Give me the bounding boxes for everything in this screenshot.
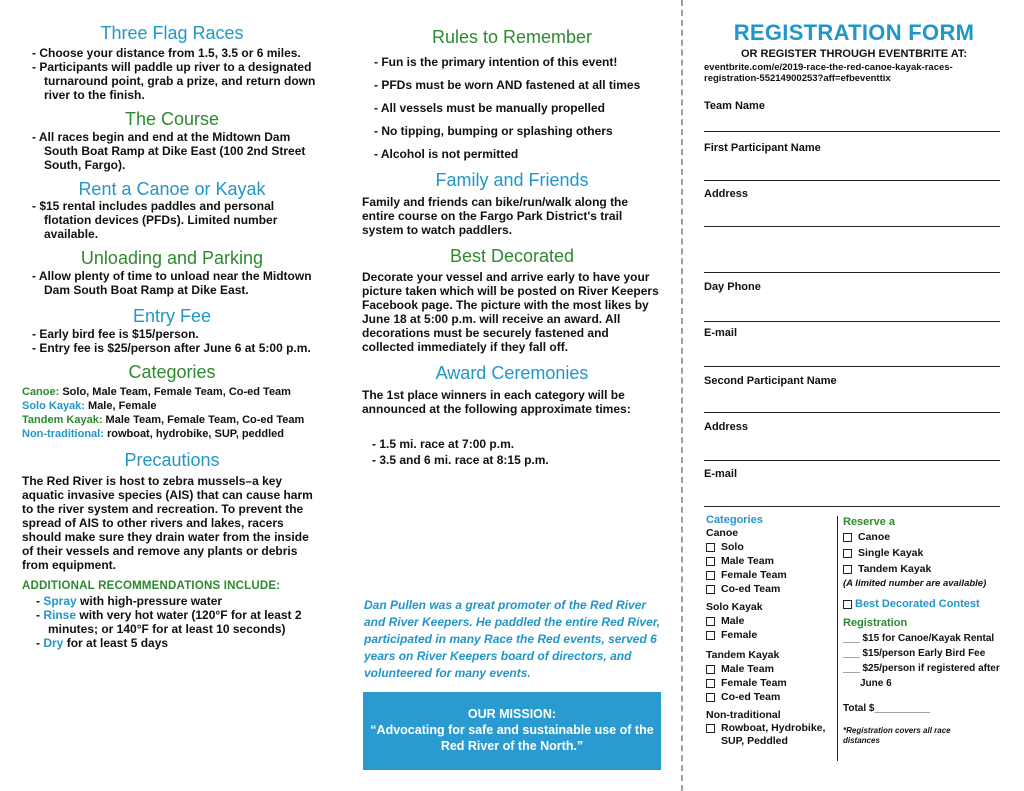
categories-list <box>22 385 322 441</box>
awards-heading: Award Ceremonies <box>435 363 589 384</box>
precautions-body: The Red River is host to zebra mussels–a key aquatic invasive species (AIS) that can cause harm to the river system and recreation. To prevent the spread of AIS to other rivers and lakes, racers should make sure they drain water from the inside of their vessels and remove any plants or debris from equipment. <box>22 473 313 572</box>
form-subtitle: OR REGISTER THROUGH EVENTBRITE AT: <box>740 48 968 60</box>
recommendations-list <box>22 594 322 650</box>
form-title: REGISTRATION FORM <box>733 20 975 45</box>
awards-body: The 1st place winners in each category will be announced at the following approximate times: <box>362 388 631 417</box>
registration-heading: Registration <box>843 617 908 629</box>
rent-list <box>22 199 322 241</box>
checkbox-solo-kayak-male[interactable]: Male <box>706 614 834 628</box>
address-line-2 <box>704 460 1000 461</box>
list-item: - 1.5 mi. race at 7:00 p.m. <box>372 437 515 452</box>
team-name-field[interactable]: Team Name <box>704 100 765 112</box>
category-line: Tandem Kayak: Male Team, Female Team, Co-ed Team <box>22 413 305 426</box>
list-item: - Early bird fee is $15/person. <box>32 326 199 341</box>
email-line-2 <box>704 506 1000 507</box>
option-rental-fee[interactable]: ___ $15 for Canoe/Kayak Rental <box>843 633 995 644</box>
decorated-body: Decorate your vessel and arrive early to have your picture taken which will be posted on River Keepers Facebook page. The picture with the most likes by June 18 at 5:00 p.m. will receive an award. All decorations must be securely fastened and collected immediately if they fall off. <box>362 270 659 355</box>
three-flag-heading: Three Flag Races <box>100 23 244 43</box>
day-phone-line <box>704 321 1000 322</box>
email-field-1[interactable]: E-mail <box>704 327 738 339</box>
checkbox-best-decorated[interactable]: Best Decorated Contest <box>843 597 1003 611</box>
family-body: Family and friends can bike/run/walk along the entire course on the Fargo Park District's trail system to watch paddlers. <box>362 194 629 237</box>
eventbrite-link[interactable]: eventbrite.com/e/2019-race-the-red-canoe-kayak-races-registration-55214900253?aff=efbeventtix <box>704 62 953 84</box>
checkbox-reserve-single-kayak[interactable]: Single Kayak <box>843 546 1003 560</box>
registration-note: *Registration covers all race distances <box>843 726 951 745</box>
non-traditional-label: Non-traditional <box>706 709 781 721</box>
list-item: - Participants will paddle up river to a designated turnaround point, grab a prize, and return down river to the finish. <box>32 59 316 102</box>
form-categories-heading: Categories <box>706 514 763 526</box>
checkbox-canoe-coed-team[interactable]: Co-ed Team <box>706 582 834 596</box>
category-line: Non-traditional: rowboat, hydrobike, SUP, peddled <box>22 427 284 440</box>
address-line-1b <box>704 272 1000 273</box>
reserve-note: (A limited number are available) <box>843 578 987 589</box>
second-participant-field[interactable]: Second Participant Name <box>704 375 837 387</box>
unloading-heading: Unloading and Parking <box>80 248 264 269</box>
checkbox-solo-kayak-female[interactable]: Female <box>706 628 834 642</box>
list-item: - No tipping, bumping or splashing others <box>374 123 613 138</box>
mission-box <box>363 692 661 770</box>
checkbox-reserve-canoe[interactable]: Canoe <box>843 530 1003 544</box>
form-categories <box>706 514 834 748</box>
total-field[interactable]: Total $__________ <box>843 703 931 714</box>
list-item: - Fun is the primary intention of this event! <box>374 54 618 69</box>
list-item: - Spray with high-pressure water <box>36 593 223 608</box>
email-line-1 <box>704 366 1000 367</box>
form-column-divider <box>837 516 838 761</box>
checkbox-canoe-male-team[interactable]: Male Team <box>706 554 834 568</box>
list-item: - 3.5 and 6 mi. race at 8:15 p.m. <box>372 453 549 468</box>
checkbox-non-traditional[interactable]: Rowboat, Hydrobike, SUP, Peddled <box>706 722 834 748</box>
reserve-heading: Reserve a <box>843 516 895 528</box>
list-item: - All races begin and end at the Midtown Dam South Boat Ramp at Dike East (100 2nd Street South, Fargo). <box>32 129 306 172</box>
categories-heading: Categories <box>128 361 216 382</box>
tribute-text: Dan Pullen was a great promoter of the Red River and River Keepers. He paddled the entire Red River, participated in many Race the Red events, served 6 years on River Keepers board of directors, and volunteered for many events. <box>364 598 661 680</box>
awards-times-list <box>362 436 662 468</box>
info-column-left <box>22 0 322 650</box>
list-item: - Choose your distance from 1.5, 3.5 or 6 miles. <box>32 45 301 60</box>
rules-heading: Rules to Remember <box>431 27 593 47</box>
entry-fee-heading: Entry Fee <box>132 306 212 327</box>
info-column-middle <box>362 0 662 680</box>
list-item: - Allow plenty of time to unload near the Midtown Dam South Boat Ramp at Dike East. <box>32 269 312 298</box>
email-field-2[interactable]: E-mail <box>704 468 738 480</box>
list-item: - $15 rental includes paddles and personal flotation devices (PFDs). Limited number available. <box>32 199 278 242</box>
second-participant-line <box>704 412 1000 413</box>
three-flag-list <box>22 46 322 102</box>
list-item: - Dry for at least 5 days <box>36 635 169 650</box>
precautions-heading: Precautions <box>124 449 220 470</box>
rules-list <box>362 56 662 161</box>
registration-form <box>704 0 1004 791</box>
entry-fee-list <box>22 327 322 355</box>
checkbox-tandem-coed-team[interactable]: Co-ed Team <box>706 690 834 704</box>
list-item: - All vessels must be manually propelled <box>374 100 605 115</box>
canoe-label: Canoe <box>706 527 739 539</box>
team-name-line <box>704 131 1000 132</box>
category-line: Solo Kayak: Male, Female <box>22 399 157 412</box>
first-participant-line <box>704 180 1000 181</box>
course-list <box>22 130 322 172</box>
address-line-1a <box>704 226 1000 227</box>
family-heading: Family and Friends <box>435 169 589 190</box>
day-phone-field[interactable]: Day Phone <box>704 281 761 293</box>
address-field-2[interactable]: Address <box>704 421 749 433</box>
rent-heading: Rent a Canoe or Kayak <box>78 178 266 199</box>
category-line: Canoe: Solo, Male Team, Female Team, Co-ed Team <box>22 385 291 398</box>
list-item: - Alcohol is not permitted <box>374 146 519 161</box>
checkbox-tandem-male-team[interactable]: Male Team <box>706 662 834 676</box>
fold-cut-line <box>681 0 683 791</box>
option-late-fee[interactable]: ___ $25/person if registered after June 6 <box>843 663 1000 689</box>
list-item: - PFDs must be worn AND fastened at all times <box>374 77 641 92</box>
checkbox-reserve-tandem-kayak[interactable]: Tandem Kayak <box>843 562 1003 576</box>
tandem-kayak-label: Tandem Kayak <box>706 649 780 661</box>
list-item: - Rinse with very hot water (120°F for at least 2 minutes; or 140°F for at least 10 seconds) <box>36 607 302 636</box>
decorated-heading: Best Decorated <box>449 245 575 266</box>
form-reserve-registration <box>843 516 1003 746</box>
list-item: - Entry fee is $25/person after June 6 at 5:00 p.m. <box>32 340 311 355</box>
course-heading: The Course <box>124 108 220 129</box>
solo-kayak-label: Solo Kayak <box>706 601 763 613</box>
option-early-bird-fee[interactable]: ___ $15/person Early Bird Fee <box>843 648 986 659</box>
first-participant-field[interactable]: First Participant Name <box>704 142 821 154</box>
checkbox-tandem-female-team[interactable]: Female Team <box>706 676 834 690</box>
recommendations-heading: ADDITIONAL RECOMMENDATIONS INCLUDE: <box>22 579 281 592</box>
mission-heading: OUR MISSION: <box>467 707 557 721</box>
checkbox-canoe-female-team[interactable]: Female Team <box>706 568 834 582</box>
unloading-list <box>22 269 322 297</box>
address-field-1[interactable]: Address <box>704 188 749 200</box>
mission-text: “Advocating for safe and sustainable use of the Red River of the North.” <box>370 723 654 753</box>
checkbox-canoe-solo[interactable]: Solo <box>706 540 834 554</box>
